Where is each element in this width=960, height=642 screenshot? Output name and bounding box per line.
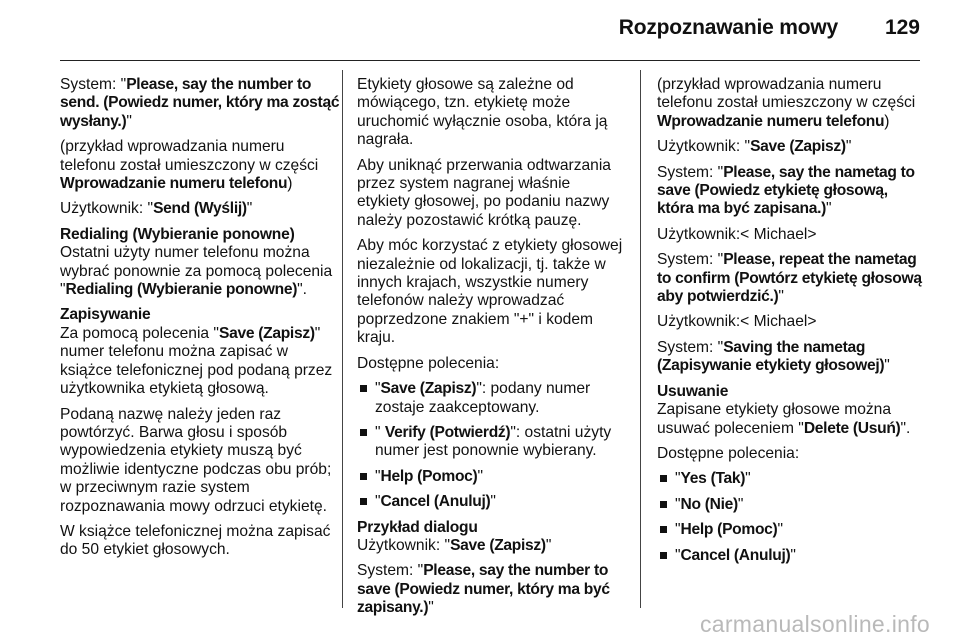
list-item: " Verify (Potwierdź)": ostatni użyty numer jest ponownie wybierany. (357, 424, 627, 461)
list-item: "Cancel (Anuluj)" (357, 493, 627, 511)
bullet-icon (660, 526, 667, 533)
paragraph: Aby uniknąć przerwania odtwarzania przez system nagranej właśnie etykiety głosowej, po podaniu nazwy należy pozostawić krótką pauzę. (357, 156, 611, 229)
bullet-icon (360, 498, 367, 505)
paragraph: Za pomocą polecenia "Save (Zapisz)" numer telefonu można zapisać w książce telefonicznej pod podaną przez użytkownika etykietą głosową. (60, 324, 333, 398)
list-item: "Cancel (Anuluj)" (657, 547, 925, 565)
paragraph: Użytkownik: "Save (Zapisz)" (357, 536, 552, 554)
paragraph: Zapisane etykiety głosowe można usuwać poleceniem "Delete (Usuń)". (657, 401, 911, 437)
list-item: "Yes (Tak)" (657, 470, 925, 488)
column-divider (342, 70, 343, 608)
page-number: 129 (884, 16, 920, 39)
watermark: carmanualsonline.info (699, 611, 930, 637)
list-item: "Help (Pomoc)" (657, 521, 925, 539)
paragraph: Użytkownik: "Send (Wyślij)" (60, 200, 253, 218)
paragraph: W książce telefonicznej można zapisać do 50 etykiet głosowych. (60, 522, 331, 559)
paragraph: Podaną nazwę należy jeden raz powtórzyć. Barwa głosu i sposób wypowiedzenia etykiety muszą być możliwie identyczne podczas obu prób; w przeciwnym razie system rozpoznawania mowy odrzuci etykietę. (60, 405, 332, 515)
list-item: "Save (Zapisz)": podany numer zostaje zaakceptowany. (357, 380, 627, 417)
command-list (357, 380, 627, 511)
paragraph: System: "Please, say the number to save (Powiedz numer, który ma być zapisany.)" (357, 562, 610, 617)
column-divider (640, 70, 641, 608)
column-left (60, 76, 340, 606)
paragraph: (przykład wprowadzania numeru telefonu został umieszczony w części Wprowadzanie numeru telefonu) (60, 138, 319, 193)
bullet-icon (660, 475, 667, 482)
page-title: Rozpoznawanie mowy (618, 16, 838, 39)
list-item: "No (Nie)" (657, 496, 925, 514)
commands-label: Dostępne polecenia: (657, 444, 800, 462)
paragraph: Etykiety głosowe są zależne od mówiącego, tzn. etykietę może uruchomić wyłącznie osoba, która ją nagrała. (357, 76, 608, 149)
bullet-icon (660, 501, 667, 508)
paragraph: System: "Please, say the nametag to save (Powiedz etykietę głosową, która ma być zapisana.)" (657, 163, 915, 218)
paragraph: Użytkownik:< Michael> (657, 225, 817, 243)
section-heading-dialog: Przykład dialogu (357, 518, 478, 536)
command-list (657, 470, 925, 565)
paragraph: Aby móc korzystać z etykiety głosowej niezależnie od lokalizacji, tj. także w innych krajach, wszystkie numery telefonów należy wprowadzać poprzedzone znakiem "+" i kodem kraju. (357, 237, 623, 347)
column-middle (357, 76, 627, 617)
commands-label: Dostępne polecenia: (357, 354, 500, 372)
bullet-icon (360, 385, 367, 392)
section-heading-delete: Usuwanie (657, 382, 729, 400)
paragraph: System: "Saving the nametag (Zapisywanie etykiety głosowej)" (657, 338, 890, 375)
paragraph: System: "Please, say the number to send. (Powiedz numer, który ma zostąć wysłany.)" (60, 76, 340, 130)
paragraph: Użytkownik: "Save (Zapisz)" (657, 138, 852, 156)
page-header (60, 0, 920, 61)
paragraph: Użytkownik:< Michael> (657, 313, 817, 331)
paragraph: Ostatni użyty numer telefonu można wybrać ponownie za pomocą polecenia "Redialing (Wybieranie ponowne)". (60, 244, 333, 299)
paragraph: (przykład wprowadzania numeru telefonu został umieszczony w części Wprowadzanie numeru telefonu) (657, 76, 916, 130)
paragraph: System: "Please, repeat the nametag to confirm (Powtórz etykietę głosową aby potwierdzić.)" (657, 251, 922, 306)
section-heading-redialing: Redialing (Wybieranie ponowne) (60, 225, 295, 243)
bullet-icon (360, 429, 367, 436)
bullet-icon (660, 552, 667, 559)
section-heading-saving: Zapisywanie (60, 306, 151, 324)
column-right (657, 76, 925, 606)
bullet-icon (360, 473, 367, 480)
list-item: "Help (Pomoc)" (357, 468, 627, 486)
